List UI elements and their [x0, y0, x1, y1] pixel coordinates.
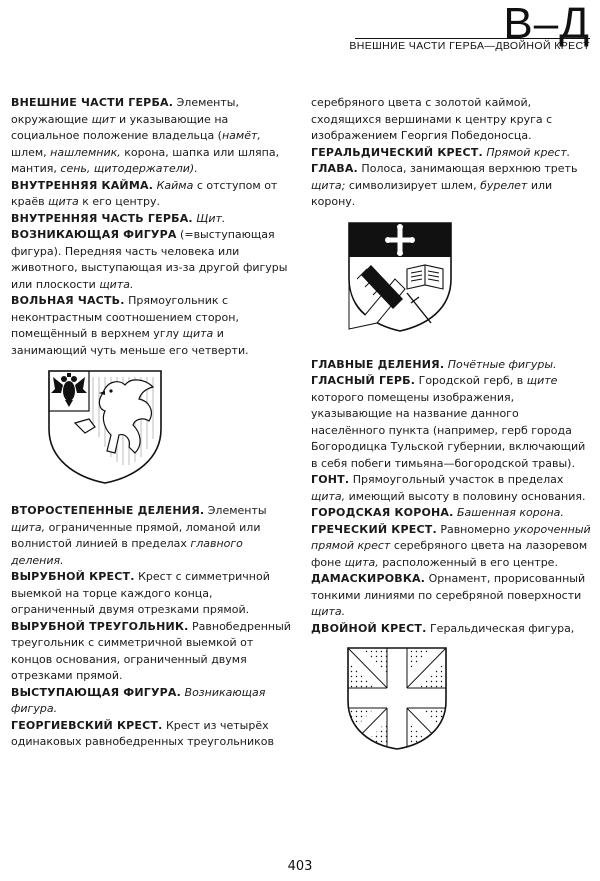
- entry-text: Крест с симметричной выемкой на торце каждого конца, ограниченный двумя отрезками прямой.: [11, 570, 270, 616]
- entry-ref: Почётные фигуры.: [444, 357, 557, 371]
- entry-dvoinoi-krest: [311, 621, 594, 638]
- coat-of-arms-chief-illustration: [345, 219, 455, 333]
- entry-glavnye-deleniya: [311, 357, 594, 374]
- entry-ref: сень, щитодержатели).: [60, 162, 198, 175]
- entry-text: или корону.: [311, 178, 553, 208]
- coat-of-arms-double-cross-illustration: [345, 645, 449, 751]
- entry-term: ВТОРОСТЕПЕННЫЕ ДЕЛЕНИЯ.: [11, 504, 205, 517]
- entry-ref: нашлемник,: [50, 145, 121, 159]
- entry-glava: [311, 161, 594, 211]
- running-header: ВНЕШНИЕ ЧАСТИ ГЕРБА—ДВОЙНОЙ КРЕСТ: [349, 40, 590, 52]
- entry-text: символизирует шлем,: [345, 178, 481, 192]
- header-rule: [355, 38, 590, 39]
- entry-ref: щит: [91, 112, 116, 126]
- entry-term: ВЫРУБНОЙ КРЕСТ.: [11, 570, 135, 583]
- entry-ref: щита,: [344, 555, 379, 569]
- entry-ref: щите: [526, 374, 558, 387]
- entry-text: и указывающие на социальное положение владельца (: [11, 112, 229, 142]
- entry-ref: щита: [48, 195, 79, 208]
- entry-ref: Кайма: [153, 178, 194, 192]
- entry-grecheskii-krest: [311, 522, 594, 572]
- entry-text: Орнамент, прорисованный тонкими линиями по серебряной поверхности: [311, 572, 586, 602]
- entry-vnutrennyaya-chast: [11, 211, 294, 228]
- entry-text: Элементы, окружающие: [11, 96, 239, 126]
- entry-geraldicheskii-krest: [311, 145, 594, 162]
- entry-term: ГЛАВА.: [311, 162, 358, 175]
- entry-term: ВОЛЬНАЯ ЧАСТЬ.: [11, 294, 125, 307]
- entry-term: ГРЕЧЕСКИЙ КРЕСТ.: [311, 522, 437, 536]
- entry-gorodskaya-korona: [311, 505, 594, 522]
- entry-volnaya-chast: [11, 293, 294, 359]
- entry-term: ДВОЙНОЙ КРЕСТ.: [311, 621, 427, 635]
- right-column: [311, 95, 594, 751]
- entry-term: ГЕРАЛЬДИЧЕСКИЙ КРЕСТ.: [311, 145, 483, 159]
- entry-text: Равнобедренный треугольник с симметричной выемкой от концов основания, ограниченный двумя отрезками прямой.: [11, 619, 291, 682]
- entry-term: ДАМАСКИРОВКА.: [311, 572, 426, 585]
- entry-vneshnie-chasti: [11, 95, 294, 178]
- entry-text: (=выступающая фигура). Передняя часть человека или животного, выступающая из-за другой фигуры или плоскости: [11, 228, 288, 291]
- entry-term: ГЛАСНЫЙ ГЕРБ.: [311, 374, 416, 387]
- entry-damaskirovka: [311, 571, 594, 621]
- entry-ref: щита.: [311, 605, 346, 618]
- entry-term: ГОРОДСКАЯ КОРОНА.: [311, 506, 454, 519]
- entry-vyrubnoi-treugolnik: [11, 619, 294, 685]
- entry-term: ГЛАВНЫЕ ДЕЛЕНИЯ.: [311, 357, 445, 371]
- entry-term: ВЫСТУПАЮЩАЯ ФИГУРА.: [11, 685, 182, 699]
- entry-text: с отступом от краёв: [11, 178, 278, 208]
- entry-ref: намёт,: [221, 129, 261, 142]
- entry-term: ВЫРУБНОЙ ТРЕУГОЛЬНИК.: [11, 619, 189, 633]
- entry-term: ГЕОРГИЕВСКИЙ КРЕСТ.: [11, 718, 163, 732]
- entry-voznikayushchaya-figura: [11, 227, 294, 293]
- entry-ref: щита;: [311, 178, 346, 192]
- entry-ref: щита.: [99, 277, 134, 291]
- entry-vtorostepennye-deleniya: [11, 503, 294, 569]
- entry-term: ВНЕШНИЕ ЧАСТИ ГЕРБА.: [11, 96, 174, 109]
- entry-text: Городской герб, в: [415, 374, 527, 387]
- entry-text: Равномерно: [436, 522, 514, 536]
- entry-georgievskii-krest: [11, 718, 294, 751]
- entry-text: серебряного цвета на лазоревом фоне: [311, 539, 588, 569]
- entry-text: Крест из четырёх одинаковых равнобедренных треугольников: [11, 718, 274, 748]
- entry-glasnyi-gerb: [311, 373, 594, 472]
- entry-term: ВНУТРЕННЯЯ ЧАСТЬ ГЕРБА.: [11, 211, 193, 225]
- entry-text: Геральдическая фигура,: [426, 621, 575, 635]
- entry-text: и занимающий чуть меньше его четверти.: [11, 327, 249, 357]
- entry-text: Прямоугольный участок в пределах: [349, 473, 564, 486]
- entry-vnutrennyaya-kaima: [11, 178, 294, 211]
- page-number: 403: [287, 859, 313, 874]
- entry-text: Элементы: [204, 504, 267, 517]
- entry-term: ВОЗНИКАЮЩАЯ ФИГУРА: [11, 228, 177, 241]
- entry-text: расположенный в его центре.: [378, 555, 558, 569]
- entry-ref: щита,: [311, 489, 346, 503]
- entry-ref: Башенная корона.: [453, 506, 564, 519]
- entry-text: ограниченные прямой, ломаной или волнистой линией в пределах: [11, 520, 261, 550]
- entry-text: имеющий высоту в половину основания.: [345, 489, 586, 503]
- entry-georgievskii-krest-continued: [311, 95, 594, 145]
- entry-text: корона, шапка или шляпа, мантия,: [11, 145, 280, 175]
- entry-gont: [311, 472, 594, 505]
- section-letters: В–Д: [503, 0, 590, 48]
- entry-ref: укороченный прямой крест: [311, 522, 591, 552]
- entry-ref: Прямой крест.: [482, 145, 571, 159]
- entry-text: Прямоугольник с неконтрастным соотношением сторон, помещённый в верхнем углу: [11, 294, 239, 340]
- entry-ref: щита,: [11, 520, 46, 534]
- entry-text: шлем,: [11, 145, 51, 159]
- coat-of-arms-griffin-illustration: [45, 367, 165, 485]
- entry-ref: щита: [182, 327, 214, 340]
- entry-ref: бурелет: [480, 178, 528, 192]
- entry-term: ВНУТРЕННЯЯ КАЙМА.: [11, 178, 154, 192]
- entry-text: к его центру.: [78, 195, 161, 208]
- entry-term: ГОНТ.: [311, 473, 350, 486]
- left-column: [11, 95, 294, 751]
- entry-vyrubnoi-krest: [11, 569, 294, 619]
- entry-vystupayushchaya-figura: [11, 685, 294, 718]
- entry-ref: Щит.: [192, 211, 226, 225]
- entry-text: которого помещены изображения, указывающие на название данного населённого пункта (например, герб города Богородицка Тульской губернии, включающий в себя побеги тимьяна—богородской травы).: [311, 390, 586, 470]
- entry-ref: главного деления.: [11, 537, 243, 567]
- entry-text: Полоса, занимающая верхнюю треть: [357, 162, 578, 175]
- entry-ref: Возникающая фигура.: [11, 685, 266, 715]
- entry-text: серебряного цвета с золотой каймой, сходящихся вершинами к центру круга с изображением Георгия Победоносца.: [311, 96, 553, 142]
